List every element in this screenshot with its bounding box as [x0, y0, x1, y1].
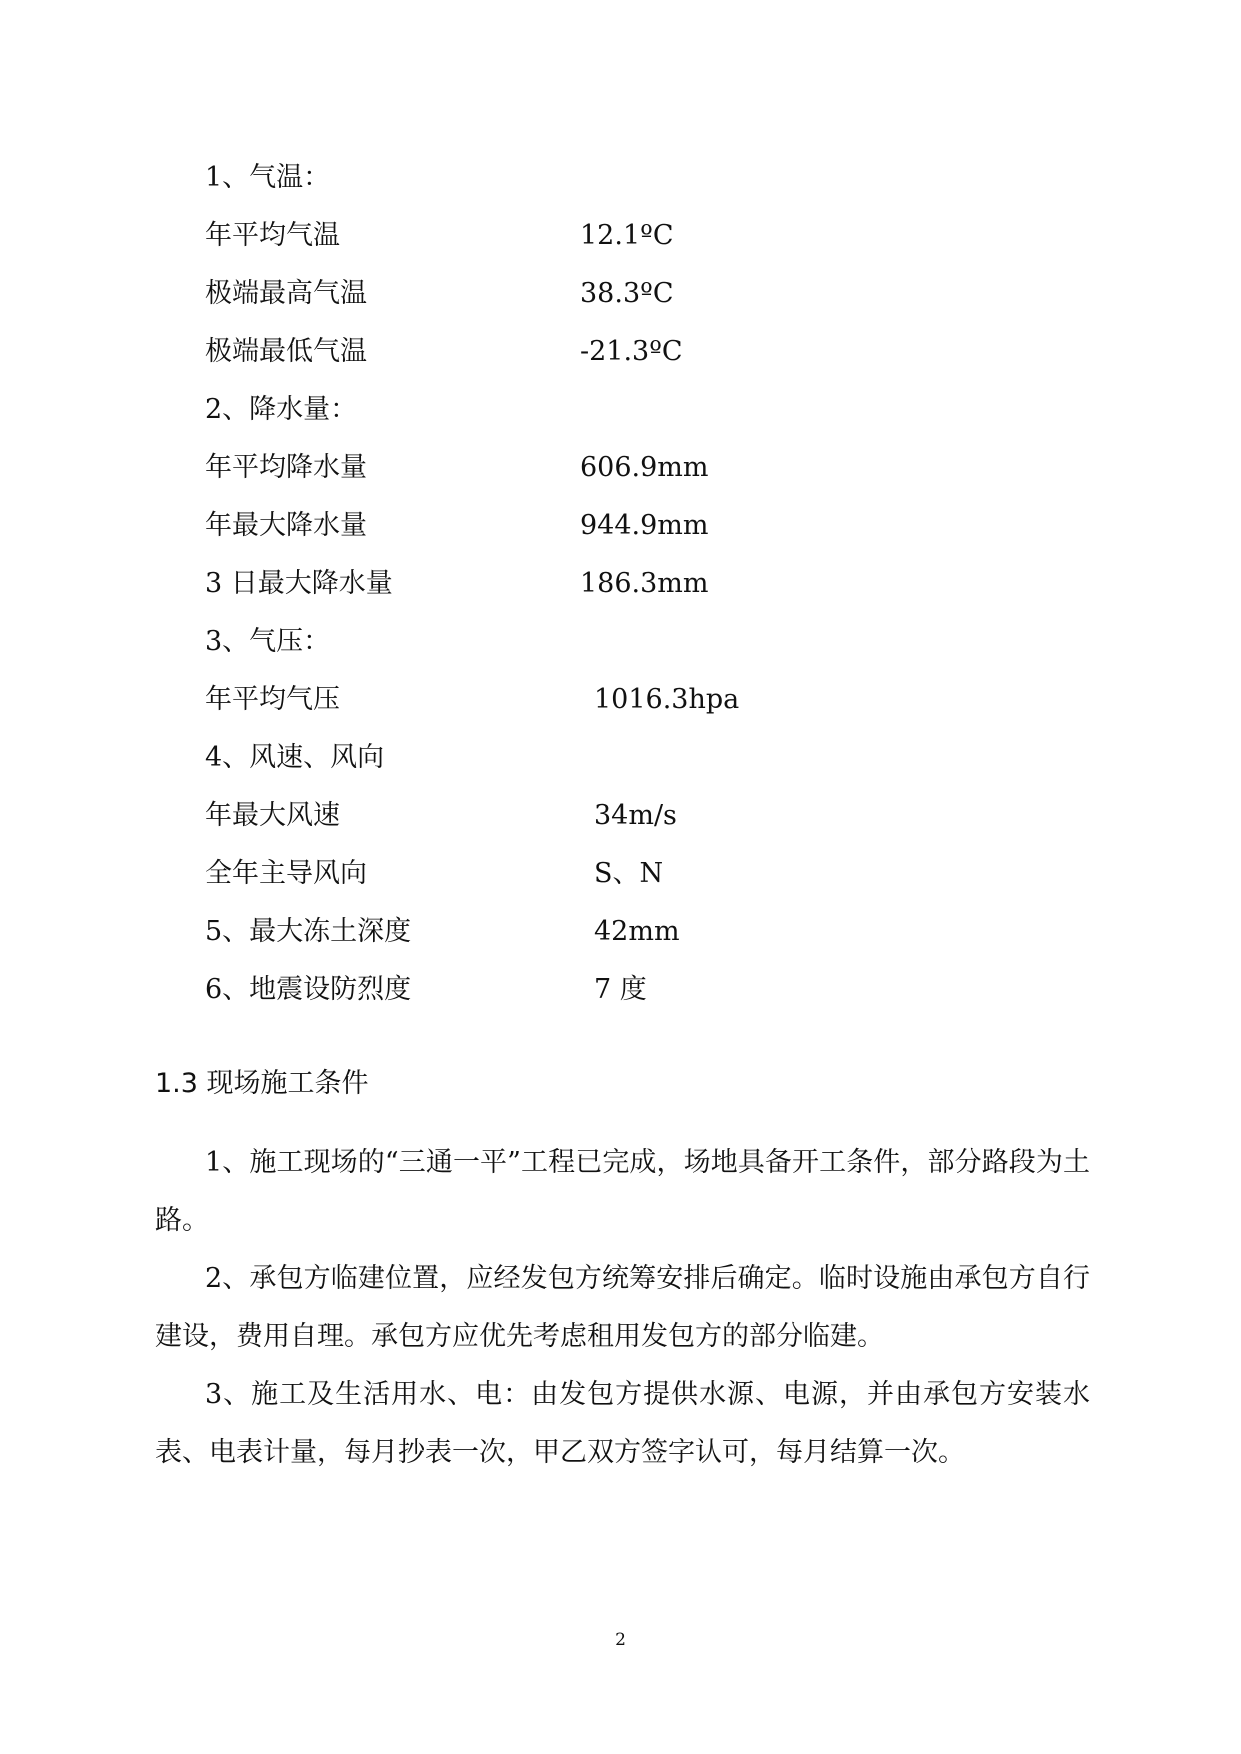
climate-label: 2、降水量：	[205, 394, 358, 425]
climate-label: 3 日最大降水量	[205, 568, 393, 599]
page-number: 2	[615, 1630, 626, 1650]
section-heading: 1.3 现场施工条件	[155, 1068, 369, 1099]
climate-label: 极端最高气温	[205, 278, 367, 309]
climate-label: 年平均降水量	[205, 452, 367, 483]
climate-value: -21.3ºC	[580, 336, 683, 367]
climate-value: 7 度	[594, 974, 647, 1005]
climate-label: 4、风速、风向	[205, 742, 385, 773]
climate-value: 1016.3hpa	[594, 684, 740, 715]
paragraph: 1、施工现场的“三通一平”工程已完成，场地具备开工条件，部分路段为土路。	[155, 1147, 1090, 1236]
climate-label: 6、地震设防烈度	[205, 974, 412, 1005]
climate-value: S、N	[594, 858, 664, 889]
climate-label: 年最大降水量	[205, 510, 367, 541]
climate-label: 极端最低气温	[205, 336, 367, 367]
paragraph: 2、承包方临建位置，应经发包方统筹安排后确定。临时设施由承包方自行建设，费用自理。承包方应优先考虑租用发包方的部分临建。	[155, 1263, 1090, 1352]
climate-label: 1、气温：	[205, 162, 331, 193]
climate-label: 年平均气温	[205, 220, 340, 251]
climate-value: 34m/s	[594, 800, 677, 831]
climate-value: 42mm	[594, 916, 680, 947]
climate-label: 5、最大冻土深度	[205, 916, 412, 947]
climate-value: 944.9mm	[580, 510, 709, 541]
climate-label: 3、气压：	[205, 626, 331, 657]
climate-value: 186.3mm	[580, 568, 709, 599]
climate-label: 年最大风速	[205, 800, 340, 831]
climate-value: 38.3ºC	[580, 278, 674, 309]
climate-label: 全年主导风向	[205, 858, 367, 889]
climate-value: 12.1ºC	[580, 220, 674, 251]
climate-value: 606.9mm	[580, 452, 709, 483]
climate-label: 年平均气压	[205, 684, 340, 715]
paragraph: 3、施工及生活用水、电：由发包方提供水源、电源，并由承包方安装水表、电表计量，每月抄表一次，甲乙双方签字认可，每月结算一次。	[155, 1379, 1090, 1468]
